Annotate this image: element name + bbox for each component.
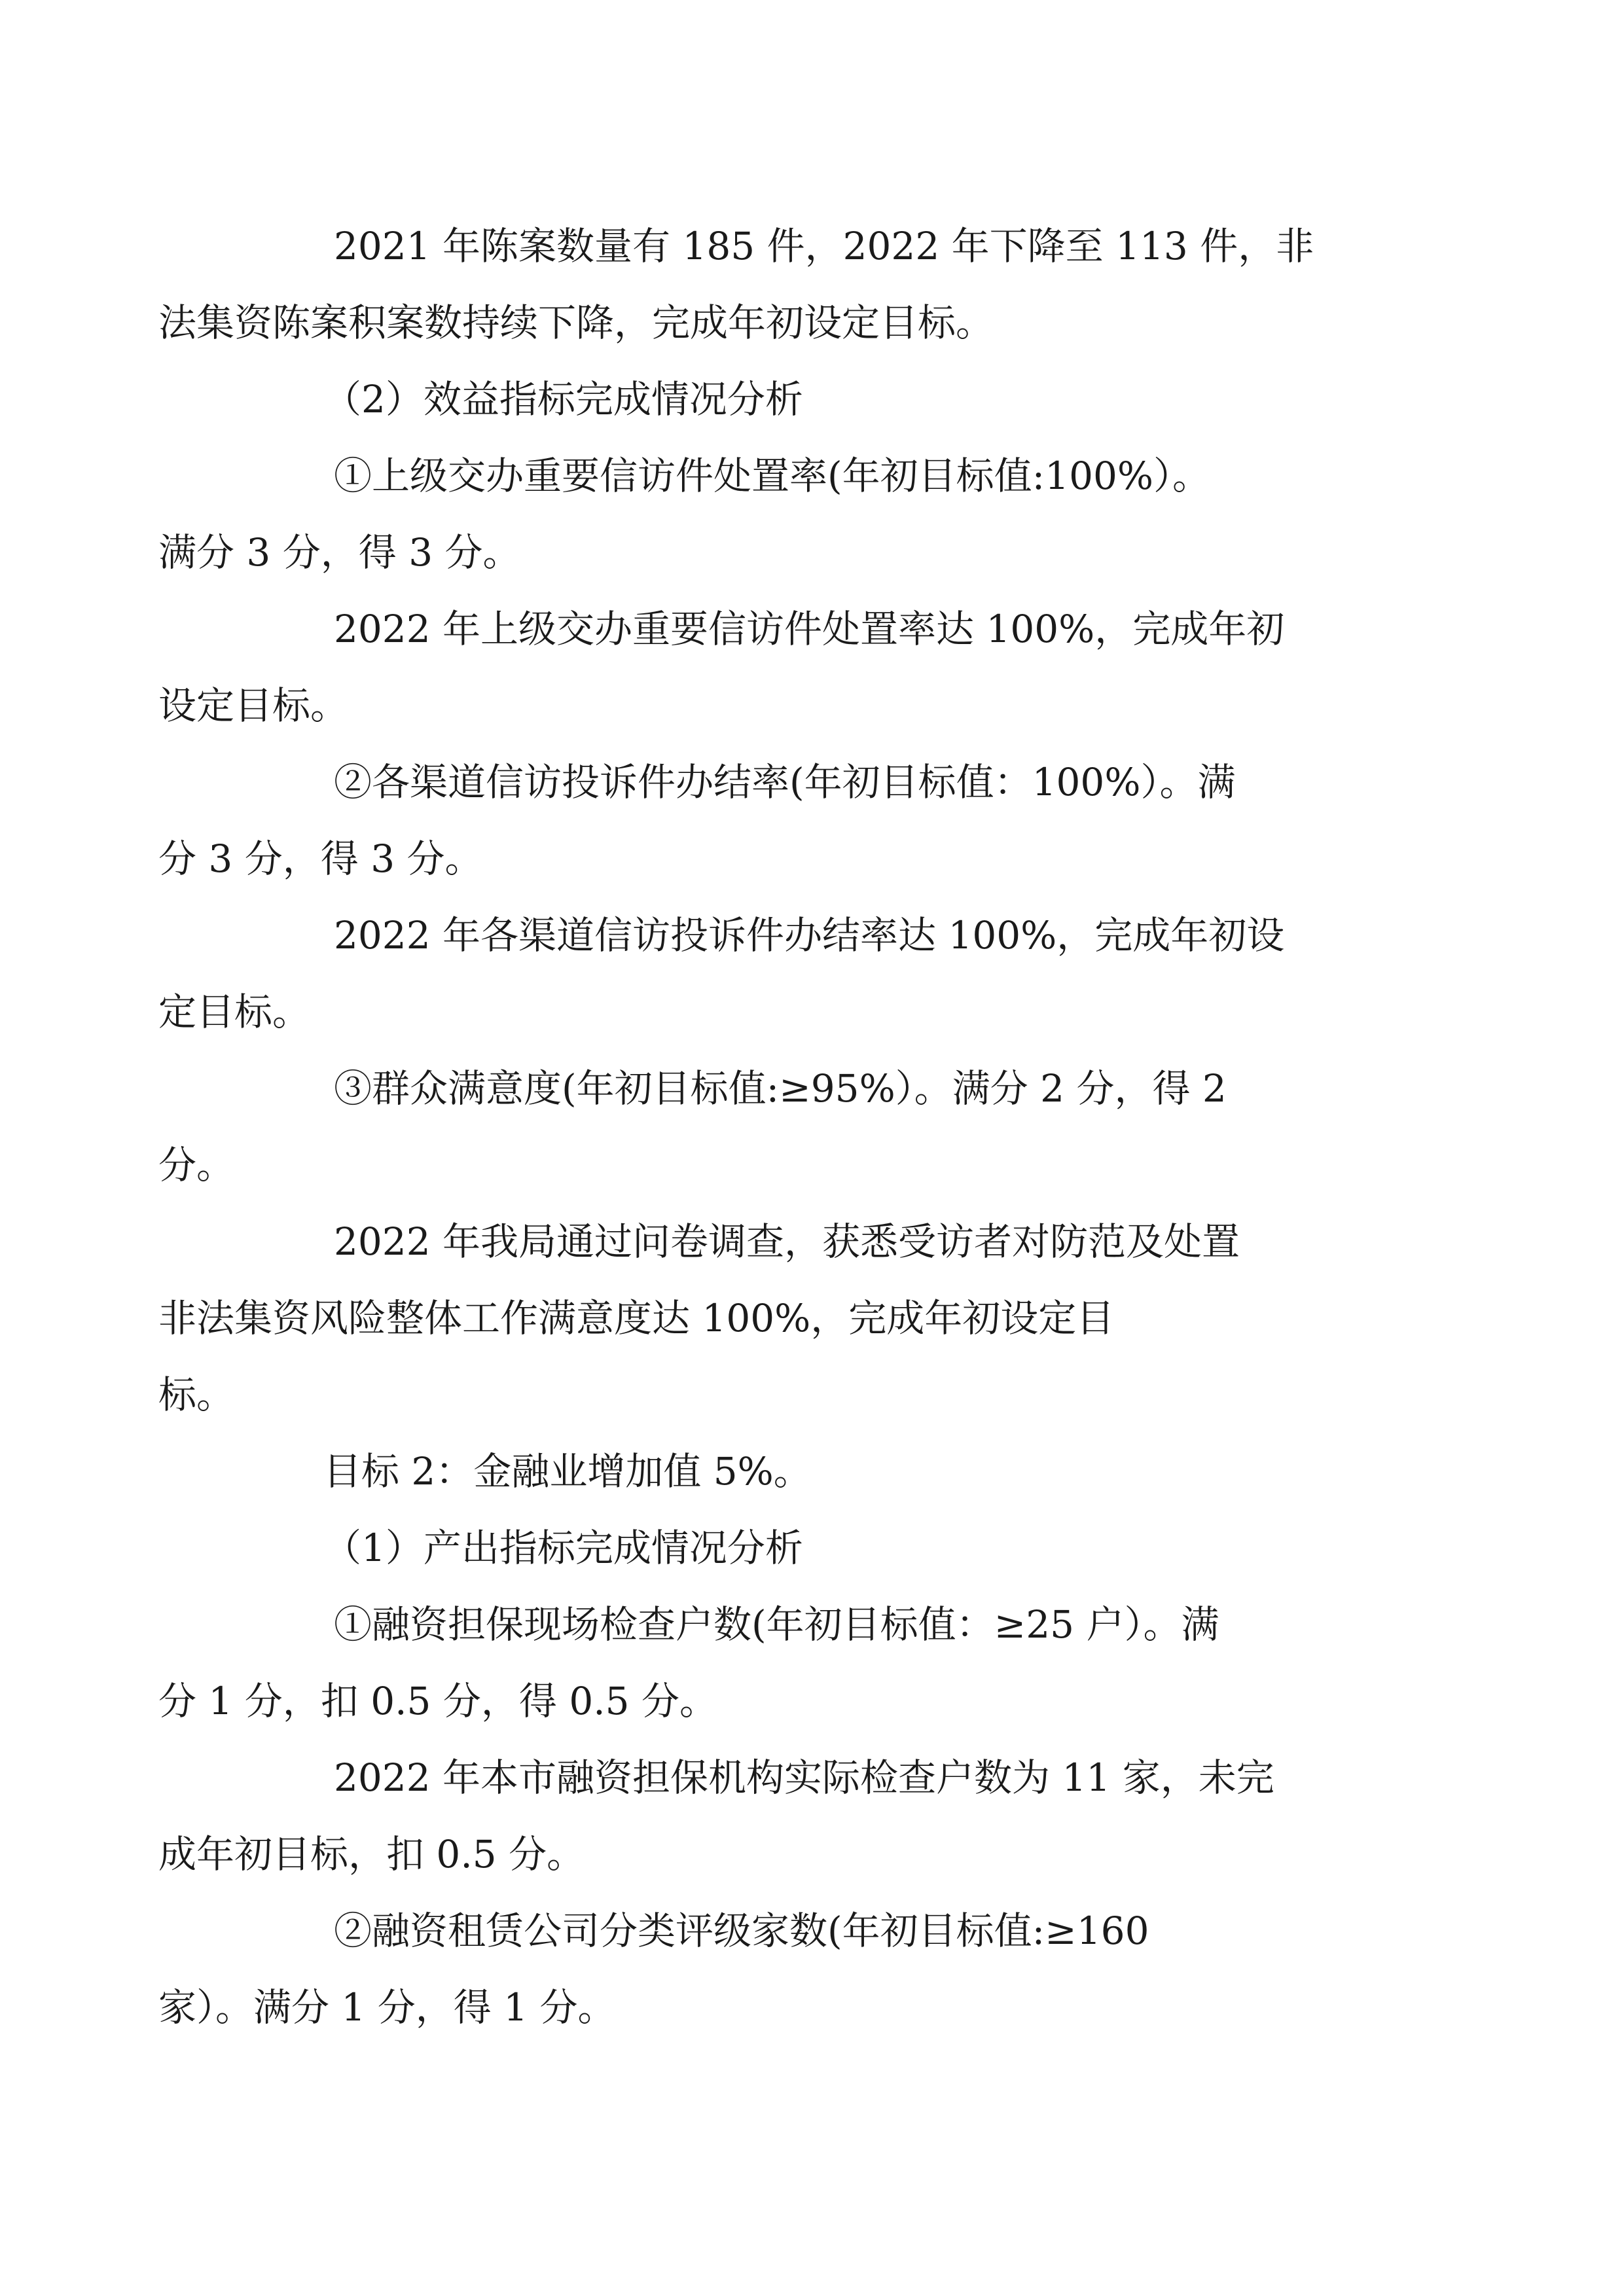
text-line: 非法集资风险整体工作满意度达 100%，完成年初设定目 — [158, 1296, 1115, 1340]
section-heading-output-indicators — [246, 1510, 1379, 1587]
text-line: 2022 年各渠道信访投诉件办结率达 100%，完成年初设 — [334, 913, 1285, 958]
text-line: （1）产出指标完成情况分析 — [323, 1526, 803, 1570]
text-line: ②各渠道信访投诉件办结率(年初目标值：100%）。满 — [334, 760, 1236, 804]
text-line: 分 3 分，得 3 分。 — [158, 836, 483, 881]
text-line: 2021 年陈案数量有 185 件，2022 年下降至 113 件，非 — [334, 224, 1314, 268]
paragraph-guarantee-inspections — [158, 1587, 1379, 1740]
section-heading-benefit-indicators — [246, 361, 1379, 438]
paragraph-guarantee-inspections-result — [158, 1740, 1379, 1893]
text-line: 目标 2：金融业增加值 5%。 — [323, 1449, 812, 1494]
text-line: 分 1 分，扣 0.5 分，得 0.5 分。 — [158, 1679, 717, 1723]
text-line: （2）效益指标完成情况分析 — [323, 377, 803, 422]
text-line: 2022 年上级交办重要信访件处置率达 100%，完成年初 — [334, 607, 1285, 651]
text-line: 2022 年本市融资担保机构实际检查户数为 11 家，未完 — [334, 1755, 1274, 1800]
text-line: 法集资陈案积案数持续下降，完成年初设定目标。 — [158, 300, 994, 345]
text-line: ②融资租赁公司分类评级家数(年初目标值:≥160 — [334, 1909, 1149, 1953]
paragraph-case-backlog — [158, 208, 1379, 361]
text-line: 定目标。 — [158, 990, 311, 1034]
text-line: ①融资担保现场检查户数(年初目标值：≥25 户）。满 — [334, 1602, 1219, 1647]
paragraph-leasing-rating — [158, 1893, 1379, 2046]
text-line: ③群众满意度(年初目标值:≥95%）。满分 2 分，得 2 — [334, 1066, 1227, 1111]
text-line: ①上级交办重要信访件处置率(年初目标值:100%）。 — [334, 454, 1210, 498]
text-line: 家）。满分 1 分，得 1 分。 — [158, 1985, 616, 2030]
text-line: 分。 — [158, 1143, 235, 1187]
paragraph-complaint-closure-result — [158, 897, 1379, 1050]
text-line: 设定目标。 — [158, 683, 349, 728]
paragraph-public-satisfaction — [158, 1050, 1379, 1204]
paragraph-petition-handling-result — [158, 591, 1379, 744]
text-line: 标。 — [158, 1372, 235, 1417]
text-line: 2022 年我局通过问卷调查，获悉受访者对防范及处置 — [334, 1219, 1240, 1264]
paragraph-satisfaction-result — [158, 1204, 1379, 1433]
paragraph-petition-handling-rate — [158, 438, 1379, 591]
document-body — [158, 208, 1379, 2046]
text-line: 满分 3 分，得 3 分。 — [158, 530, 521, 575]
paragraph-complaint-closure-rate — [158, 744, 1379, 897]
section-heading-target-2 — [246, 1433, 1379, 1510]
text-line: 成年初目标，扣 0.5 分。 — [158, 1832, 585, 1876]
